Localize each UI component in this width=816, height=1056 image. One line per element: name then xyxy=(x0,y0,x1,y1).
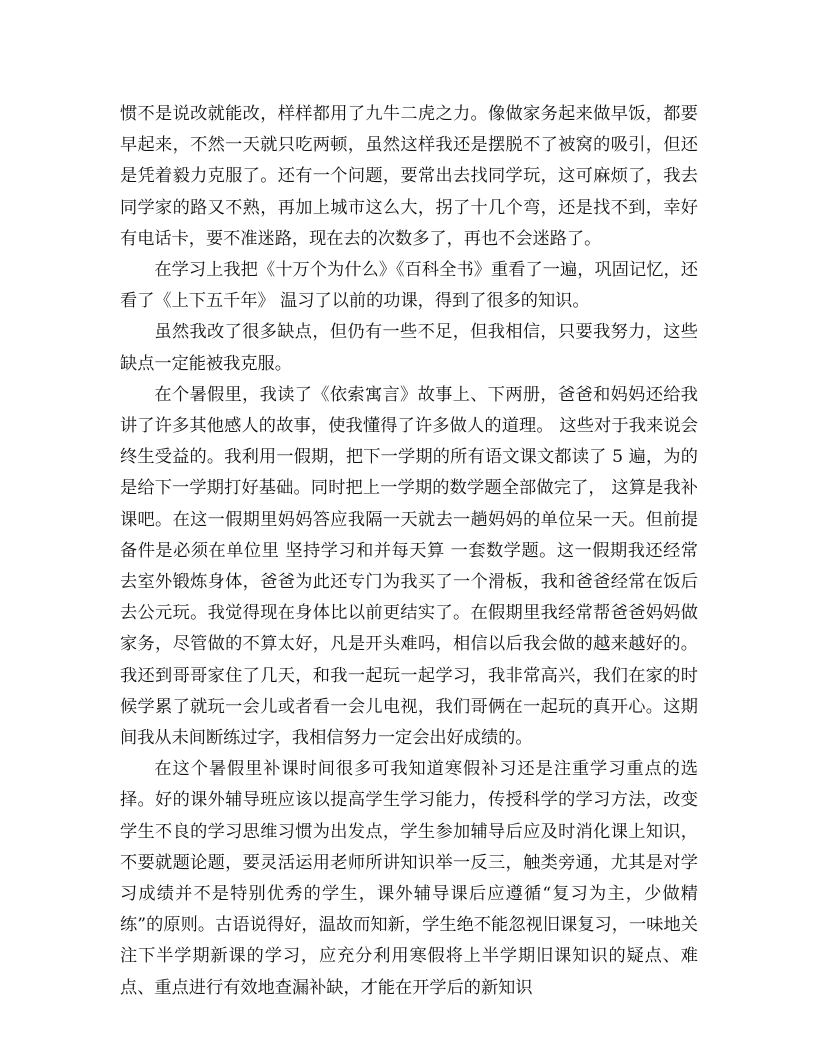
paragraph-1: 惯不是说改就能改，样样都用了九牛二虎之力。像做家务起来做早饭，都要早起来，不然一天就只吃两顿，虽然这样我还是摆脱不了被窝的吸引，但还是凭着毅力克服了。还有一个问题，要常出去找同学玩，这可麻烦了，我去同学家的路又不熟，再加上城市这么大，拐了十几个弯，还是找不到，幸好有电话卡，要不准迷路，现在去的次数多了，再也不会迷路了。 xyxy=(120,104,698,249)
document-page xyxy=(120,99,698,1004)
paragraph-4: 在个暑假里，我读了《依索寓言》故事上、下两册，爸爸和妈妈还给我讲了许多其他感人的故事，使我懂得了许多做人的道理。 这些对于我来说会终生受益的。我利用一假期，把下一学期的所有语文课文都读了 5 遍，为的是给下一学期打好基础。同时把上一学期的数学题全部做完了， 这算是我补课吧。在这一假期里妈妈答应我隔一天就去一趟妈妈的单位呆一天。但前提备件是必须在单位里 坚持学习和并每天算 一套数学题。这一假期我还经常去室外锻炼身体，爸爸为此还专门为我买了一个滑板，我和爸爸经常在饭后去公元玩。我觉得现在身体比以前更结实了。在假期里我经常帮爸爸妈妈做家务，尽管做的不算太好，凡是开头难吗，相信以后我会做的越来越好的。 我还到哥哥家住了几天，和我一起玩一起学习，我非常高兴，我们在家的时候学累了就玩一会儿或者看一会儿电视，我们哥俩在一起玩的真开心。这期间我从未间断练过字，我相信努力一定会出好成绩的。 xyxy=(120,384,698,749)
paragraph-2: 在学习上我把《十万个为什么》《百科全书》重看了一遍，巩固记忆，还看了《上下五千年》 温习了以前的功课，得到了很多的知识。 xyxy=(120,260,698,312)
paragraph-3: 虽然我改了很多缺点，但仍有一些不足，但我相信，只要我努力，这些缺点一定能被我克服。 xyxy=(120,322,698,374)
paragraph-5: 在这个暑假里补课时间很多可我知道寒假补习还是注重学习重点的选择。好的课外辅导班应该以提高学生学习能力，传授科学的学习方法，改变学生不良的学习思维习惯为出发点，学生参加辅导后应及时消化课上知识，不要就题论题，要灵活运用老师所讲知识举一反三，触类旁通，尤其是对学习成绩并不是特别优秀的学生，课外辅导课后应遵循“复习为主，少做精练”的原则。古语说得好，温故而知新，学生绝不能忽视旧课复习，一味地关注下半学期新课的学习，应充分利用寒假将上半学期旧课知识的疑点、难点、重点进行有效地查漏补缺，才能在开学后的新知识 xyxy=(120,759,698,998)
